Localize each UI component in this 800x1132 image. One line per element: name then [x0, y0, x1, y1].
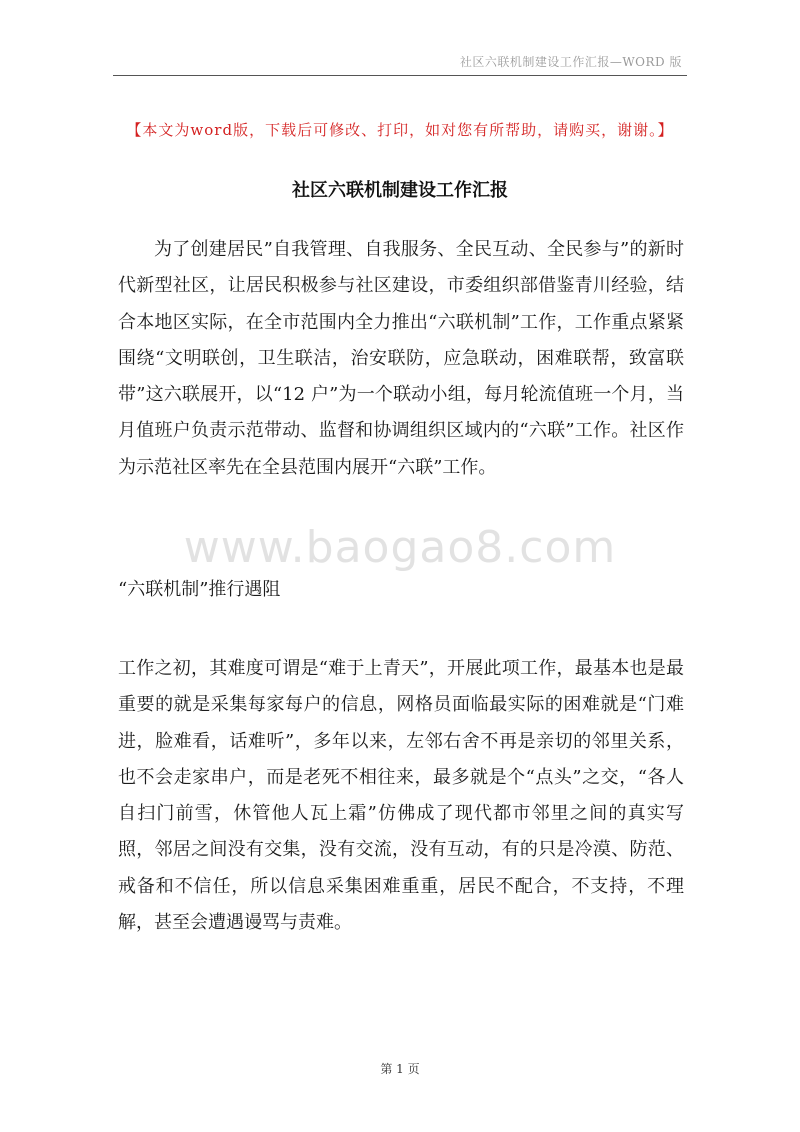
- header-divider: [113, 75, 687, 76]
- body-paragraph-2: 工作之初，其难度可谓是“难于上青天”，开展此项工作，最基本也是最重要的就是采集每家每户的信息，网格员面临最实际的困难就是“门难进，脸难看，话难听”，多年以来，左邻右舍不再是亲切的邻里关系，也不会走家串户，而是老死不相往来，最多就是个“点头”之交，“各人自扫门前雪，休管他人瓦上霜”仿佛成了现代都市邻里之间的真实写照，邻居之间没有交集，没有交流，没有互动，有的只是冷漠、防范、戒备和不信任，所以信息采集困难重重，居民不配合，不支持，不理解，甚至会遭遇谩骂与责难。: [118, 658, 684, 934]
- body-paragraph-1: 为了创建居民”自我管理、自我服务、全民互动、全民参与”的新时代新型社区，让居民积极参与社区建设，市委组织部借鉴青川经验，结合本地区实际，在全市范围内全力推出“六联机制”工作，工作重点紧紧围绕“文明联创，卫生联洁，治安联防，应急联动，困难联帮，致富联带”这六联展开，以“12 户”为一个联动小组，每月轮流值班一个月，当月值班户负责示范带动、监督和协调组织区域内的“六联”工作。社区作为示范社区率先在全县范围内展开“六联”工作。: [118, 239, 684, 478]
- document-title: 社区六联机制建设工作汇报: [292, 180, 508, 201]
- watermark: www.baogao8.com: [183, 522, 617, 573]
- running-header: 社区六联机制建设工作汇报—WORD 版: [459, 55, 682, 69]
- page-number: 第 1 页: [380, 1062, 420, 1076]
- purchase-notice: 【本文为word版，下载后可修改、打印，如对您有所帮助，请购买，谢谢。】: [126, 121, 674, 139]
- section-subheading: “六联机制”推行遇阻: [118, 579, 281, 600]
